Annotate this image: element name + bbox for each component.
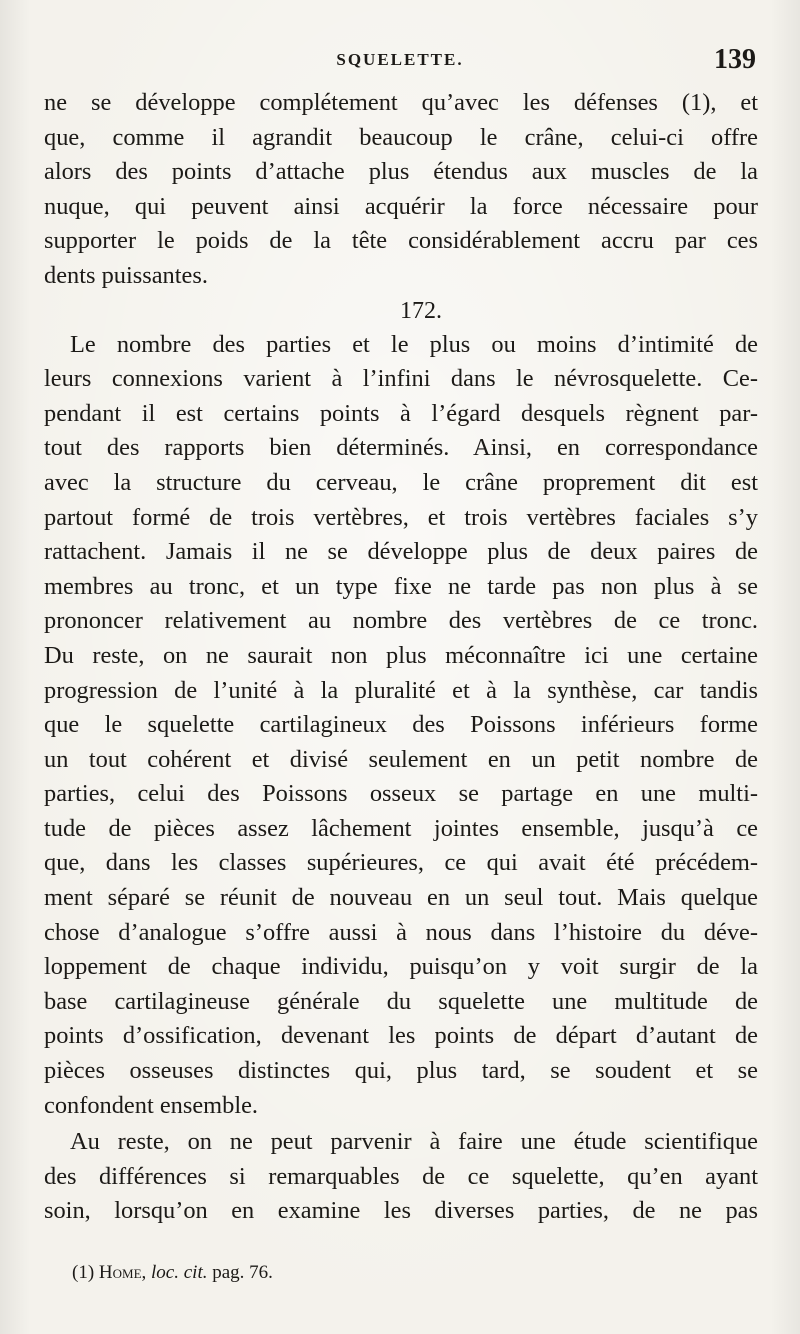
footnote-marker: (1) (72, 1262, 95, 1283)
text-line: avec la structure du cerveau, le crâne proprement dit est (44, 468, 758, 496)
text-line: nuque, qui peuvent ainsi acquérir la force nécessaire pour (44, 192, 758, 220)
text-line: base cartilagineuse générale du squelette une multitude de (44, 987, 758, 1015)
text-line: des différences si remarquables de ce squelette, qu’en ayant (44, 1162, 758, 1190)
text-line: alors des points d’attache plus étendus aux muscles de la (44, 158, 758, 186)
section-number: 172. (400, 297, 442, 324)
text-line: Le nombre des parties et le plus ou moins d’intimité de (70, 330, 758, 358)
text-line: points d’ossification, devenant les points de départ d’autant de (44, 1022, 758, 1050)
text-line: que le squelette cartilagineux des Poissons inférieurs forme (44, 711, 758, 739)
text-line: rattachent. Jamais il ne se développe plus de deux paires de (44, 538, 758, 566)
text-line: progression de l’unité à la pluralité et à la synthèse, car tandis (44, 676, 758, 704)
paragraph-1 (44, 86, 758, 294)
text-line: chose d’analogue s’offre aussi à nous dans l’histoire du déve- (44, 918, 758, 946)
footnote-author: Home (98, 1262, 142, 1283)
footnote (72, 1262, 273, 1284)
running-head: SQUELETTE. (336, 50, 464, 69)
page-header (40, 44, 760, 84)
text-line: ment séparé se réunit de nouveau en un seul tout. Mais quelque (44, 884, 758, 912)
text-line: loppement de chaque individu, puisqu’on y voit surgir de la (44, 953, 758, 981)
text-line: que, dans les classes supérieures, ce qui avait été précédem- (44, 849, 758, 877)
text-line: ne se développe complétement qu’avec les défenses (1), et (44, 89, 758, 116)
text-line: dents puissantes. (44, 261, 208, 289)
text-line: prononcer relativement au nombre des vertèbres de ce tronc. (44, 607, 758, 635)
text-line: tout des rapports bien déterminés. Ainsi, en correspondance (44, 434, 758, 462)
text-line: confondent ensemble. (44, 1091, 259, 1119)
text-line: pendant il est certains points à l’égard desquels règnent par- (44, 399, 758, 427)
text-line: supporter le poids de la tête considérablement accru par ces (44, 227, 758, 255)
text-line: pièces osseuses distinctes qui, plus tard, se soudent et se (44, 1057, 758, 1085)
body-text (44, 86, 758, 1229)
footnote-separator: , (141, 1262, 152, 1283)
text-line: parties, celui des Poissons osseux se partage en une multi- (44, 780, 758, 808)
page-number: 139 (714, 44, 756, 75)
text-line: membres au tronc, et un type fixe ne tarde pas non plus à se (44, 572, 758, 600)
text-line: un tout cohérent et divisé seulement en un petit nombre de (44, 745, 758, 773)
text-line: soin, lorsqu’on en examine les diverses parties, de ne pas (44, 1197, 758, 1225)
paragraph-3 (44, 1125, 758, 1229)
text-line: leurs connexions varient à l’infini dans le névrosquelette. Ce- (44, 365, 758, 393)
text-line: Au reste, on ne peut parvenir à faire une étude scientifique (70, 1128, 758, 1156)
paragraph-2 (44, 328, 758, 1124)
text-line: que, comme il agrandit beaucoup le crâne, celui-ci offre (44, 123, 758, 151)
text-line: tude de pièces assez lâchement jointes ensemble, jusqu’à ce (44, 814, 758, 842)
footnote-reference: loc. cit. (151, 1262, 208, 1283)
text-line: partout formé de trois vertèbres, et trois vertèbres faciales s’y (44, 503, 758, 531)
footnote-page: pag. 76. (207, 1262, 273, 1283)
text-line: Du reste, on ne saurait non plus méconnaître ici une certaine (44, 641, 758, 669)
